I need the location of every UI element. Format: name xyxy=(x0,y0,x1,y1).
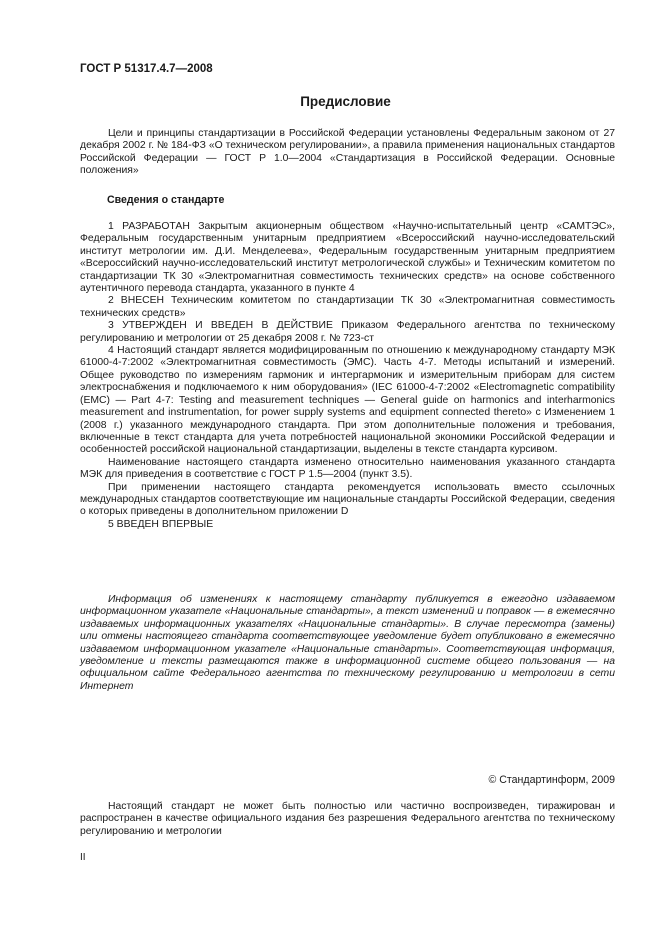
info-section xyxy=(80,221,615,531)
copyright-line: © Стандартинформ, 2009 xyxy=(488,774,615,786)
intro-paragraph: Цели и принципы стандартизации в Российской Федерации установлены Федеральным законом от 27 декабря 2002 г. № 184-ФЗ «О техническом регулировании», а правила применения национальных стандартов Российской Федерации — ГОСТ Р 1.0—2004 «Стандартизация в Российской Федерации. Основные положения» xyxy=(80,128,615,177)
notice-section xyxy=(80,594,615,693)
page-title: Предисловие xyxy=(300,94,391,109)
info-item-1: 1 РАЗРАБОТАН Закрытым акционерным обществом «Научно-испытательный центр «САМТЭС», Федеральным государственным унитарным предприятием «Всероссийский научно-исследовательский институт метрологии им. Д.И. Менделеева», Федеральным государственным унитарным предприятием «Всероссийский научно-исследовательский институт метрологической службы» и Техническим комитетом по стандартизации ТК 30 «Электромагнитная совместимость технических средств» на основе собственного аутентичного перевода стандарта, указанного в пункте 4 xyxy=(80,221,615,295)
info-item-4: 4 Настоящий стандарт является модифицированным по отношению к международному стандарту МЭК 61000-4-7:2002 «Электромагнитная совместимость (ЭМС). Часть 4-7. Методы испытаний и измерений. Общее руководство по измерениям гармоник и интергармоник и измерительным приборам для систем электроснабжения и подключаемого к ним оборудования» (IEC 61000-4-7:2002 «Electromagnetic compatibility (EMC) — Part 4-7: Testing and measurement techniques — General guide on harmonics and interharmonics measurement and instrumentation, for power supply systems and equipment connected thereto» с Изменением 1 (2008 г.) указанного международного стандарта. При этом дополнительные положения и требования, включенные в текст стандарта для учета потребностей национальной экономики Российской Федерации и особенностей российской национальной стандартизации, выделены в тексте стандарта курсивом. xyxy=(80,345,615,456)
info-item-5: 5 ВВЕДЕН ВПЕРВЫЕ xyxy=(108,518,214,530)
page-number: II xyxy=(80,852,86,863)
info-item-4-reference-note: При применении настоящего стандарта рекомендуется использовать вместо ссылочных международных стандартов соответствующие им национальные стандарты Российской Федерации, сведения о которых приведены в дополнительном приложении D xyxy=(80,481,615,518)
info-item-2: 2 ВНЕСЕН Техническим комитетом по стандартизации ТК 30 «Электромагнитная совместимость технических средств» xyxy=(80,295,615,319)
info-item-4-title-note: Наименование настоящего стандарта изменено относительно наименования указанного стандарта МЭК для приведения в соответствие с ГОСТ Р 1.5—2004 (пункт 3.5). xyxy=(80,456,615,481)
info-item-3: 3 УТВЕРЖДЕН И ВВЕДЕН В ДЕЙСТВИЕ Приказом Федерального агентства по техническому регулированию и метрологии от 25 декабря 2008 г. № 723-ст xyxy=(80,320,615,344)
standard-code: ГОСТ Р 51317.4.7—2008 xyxy=(80,63,213,75)
rights-paragraph: Настоящий стандарт не может быть полностью или частично воспроизведен, тиражирован и распространен в качестве официального издания без разрешения Федерального агентства по техническому регулированию и метрологии xyxy=(80,801,615,837)
info-heading: Сведения о стандарте xyxy=(107,194,225,206)
intro-section xyxy=(80,128,615,178)
notice-paragraph: Информация об изменениях к настоящему стандарту публикуется в ежегодно издаваемом информационном указателе «Национальные стандарты», а текст изменений и поправок — в ежемесячно издаваемых информационных указателях «Национальные стандарты». В случае пересмотра (замены) или отмены настоящего стандарта соответствующее уведомление будет опубликовано в ежемесячно издаваемом информационном указателе «Национальные стандарты». Соответствующая информация, уведомление и тексты размещаются также в информационной системе общего пользования — на официальном сайте Федерального агентства по техническому регулированию и метрологии в сети Интернет xyxy=(80,594,615,692)
rights-section xyxy=(80,801,615,838)
